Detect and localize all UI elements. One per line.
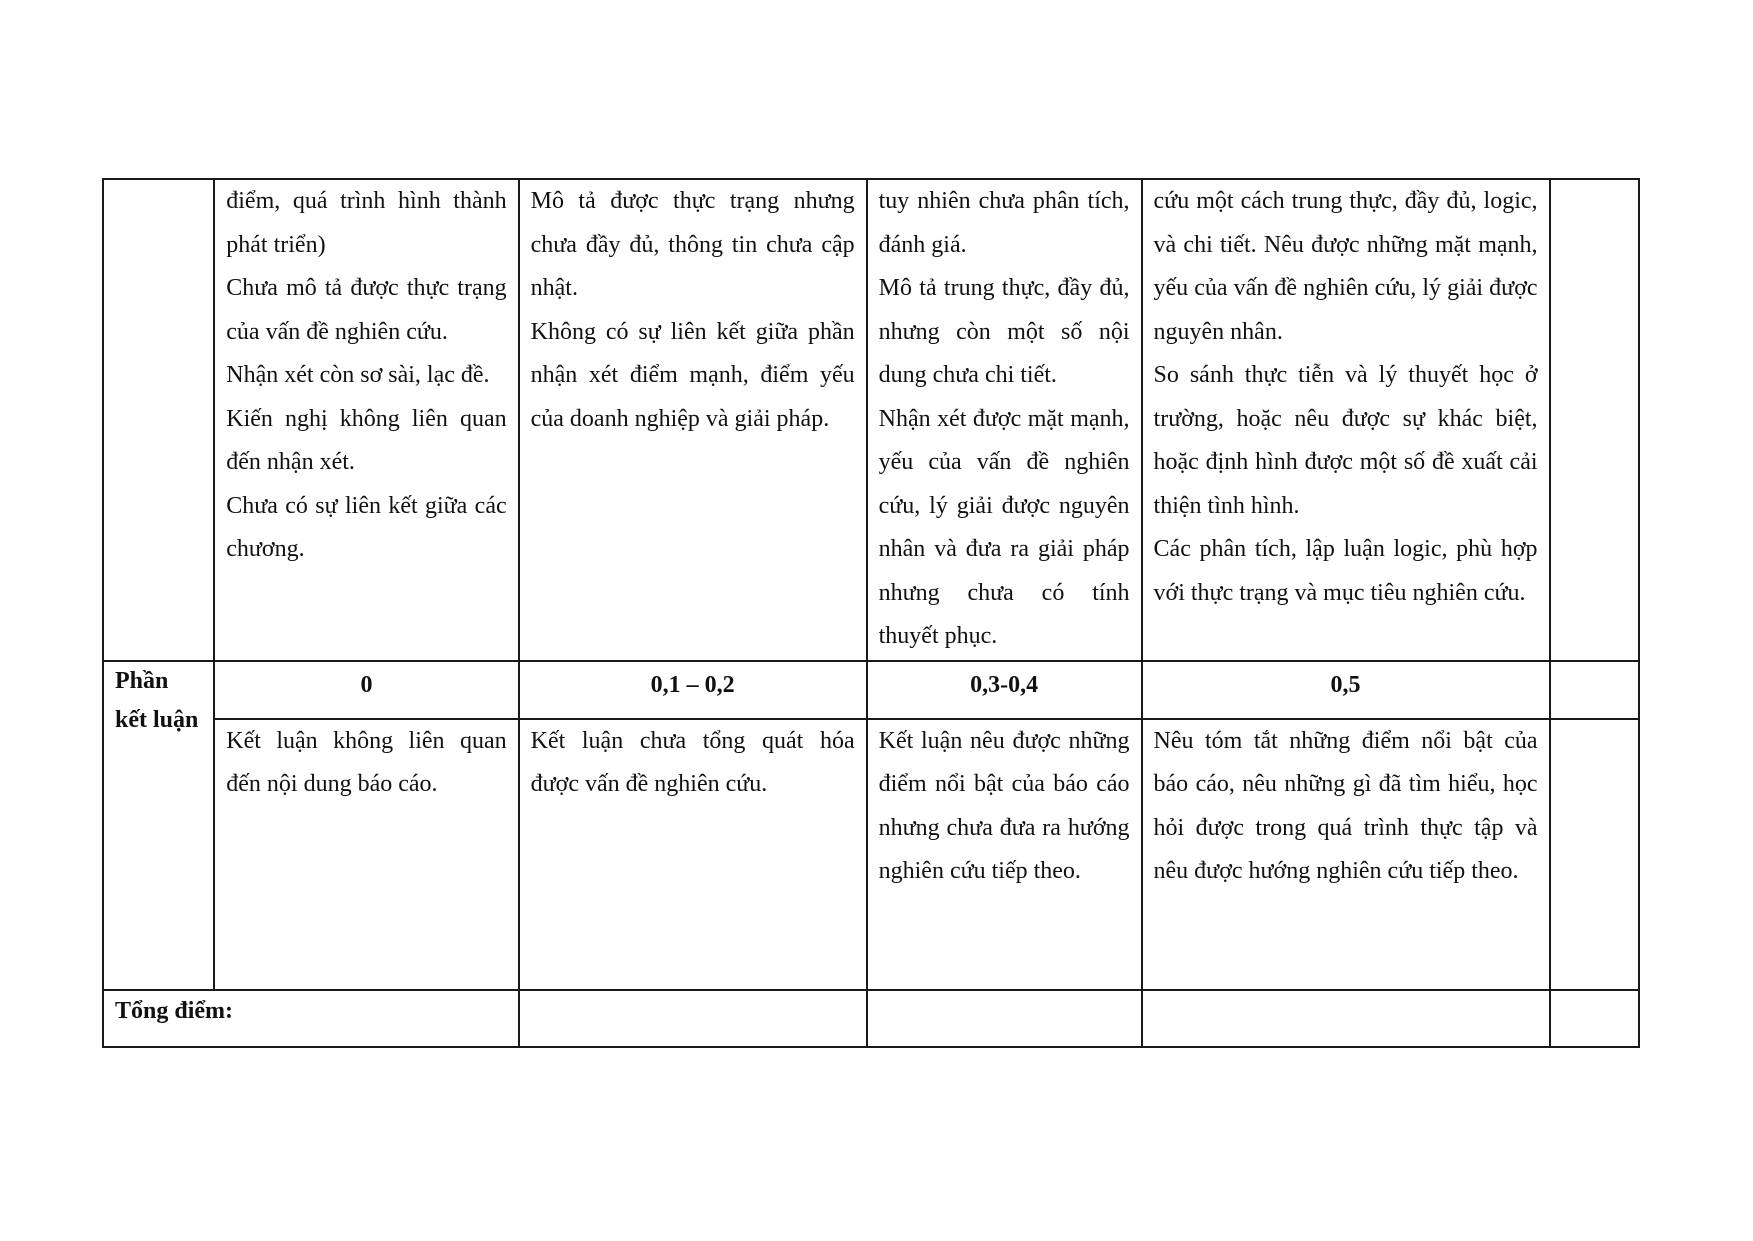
table-row-conclusion-scores — [103, 661, 1639, 719]
table-row-conclusion-criteria — [103, 719, 1639, 990]
score-entry-cell — [1550, 719, 1639, 990]
criteria-cell-level-3 — [1142, 179, 1550, 661]
total-score-label: Tổng điểm: — [103, 990, 519, 1047]
conclusion-cell-level-1 — [519, 719, 867, 990]
criteria-cell-level-1 — [519, 179, 867, 661]
conclusion-cell-level-2 — [867, 719, 1142, 990]
conclusion-cell-level-3 — [1142, 719, 1550, 990]
criteria-text: Chưa có sự liên kết giữa các chương. — [226, 492, 507, 562]
grading-rubric-table — [102, 178, 1640, 1048]
criteria-text: Kiến nghị không liên quan đến nhận xét. — [226, 405, 507, 475]
criteria-text: Kết luận không liên quan đến nội dung báo cáo. — [226, 727, 507, 797]
section-label-conclusion: Phần kết luận — [103, 661, 214, 990]
criteria-text: Chưa mô tả được thực trạng của vấn đề nghiên cứu. — [226, 275, 507, 345]
total-cell — [519, 990, 867, 1047]
criteria-text: Kết luận nêu được những điểm nổi bật của báo cáo nhưng chưa đưa ra hướng nghiên cứu tiếp theo. — [878, 727, 1130, 884]
criteria-text: Nhận xét được mặt mạnh, yếu của vấn đề nghiên cứu, lý giải được nguyên nhân và đưa ra giải pháp nhưng chưa có tính thuyết phục. — [878, 405, 1130, 649]
table-row-analysis-criteria — [103, 179, 1639, 661]
criteria-text: Nhận xét còn sơ sài, lạc đề. — [226, 362, 490, 388]
total-cell — [867, 990, 1142, 1047]
score-level-2: 0,3-0,4 — [867, 661, 1142, 719]
criteria-text: So sánh thực tiễn và lý thuyết học ở trường, hoặc nêu được sự khác biệt, hoặc định hình được một số đề xuất cải thiện tình hình. — [1153, 362, 1538, 519]
score-level-3: 0,5 — [1142, 661, 1550, 719]
score-entry-cell — [1550, 661, 1639, 719]
table-row-total — [103, 990, 1639, 1047]
criteria-text: Nêu tóm tắt những điểm nổi bật của báo cáo, nêu những gì đã tìm hiểu, học hỏi được trong quá trình thực tập và nêu được hướng nghiên cứu tiếp theo. — [1153, 727, 1538, 884]
criteria-text: điểm, quá trình hình thành phát triển) — [226, 188, 507, 258]
criteria-text: Mô tả trung thực, đầy đủ, nhưng còn một số nội dung chưa chi tiết. — [878, 275, 1130, 388]
criteria-text: Kết luận chưa tổng quát hóa được vấn đề nghiên cứu. — [530, 727, 855, 797]
criteria-text: Mô tả được thực trạng nhưng chưa đầy đủ, thông tin chưa cập nhật. — [530, 188, 855, 301]
conclusion-cell-level-0 — [214, 719, 518, 990]
criteria-text: Không có sự liên kết giữa phần nhận xét điểm mạnh, điểm yếu của doanh nghiệp và giải pháp. — [530, 318, 855, 432]
criteria-label-cell — [103, 179, 214, 661]
criteria-text: Các phân tích, lập luận logic, phù hợp với thực trạng và mục tiêu nghiên cứu. — [1153, 536, 1538, 606]
criteria-cell-level-0 — [214, 179, 518, 661]
score-level-1: 0,1 – 0,2 — [519, 661, 867, 719]
criteria-text: cứu một cách trung thực, đầy đủ, logic, và chi tiết. Nêu được những mặt mạnh, yếu của vấn đề nghiên cứu, lý giải được nguyên nhân. — [1153, 188, 1538, 345]
total-cell — [1142, 990, 1550, 1047]
score-level-0: 0 — [214, 661, 518, 719]
score-entry-cell — [1550, 179, 1639, 661]
criteria-text: tuy nhiên chưa phân tích, đánh giá. — [878, 188, 1130, 258]
total-cell — [1550, 990, 1639, 1047]
criteria-cell-level-2 — [867, 179, 1142, 661]
